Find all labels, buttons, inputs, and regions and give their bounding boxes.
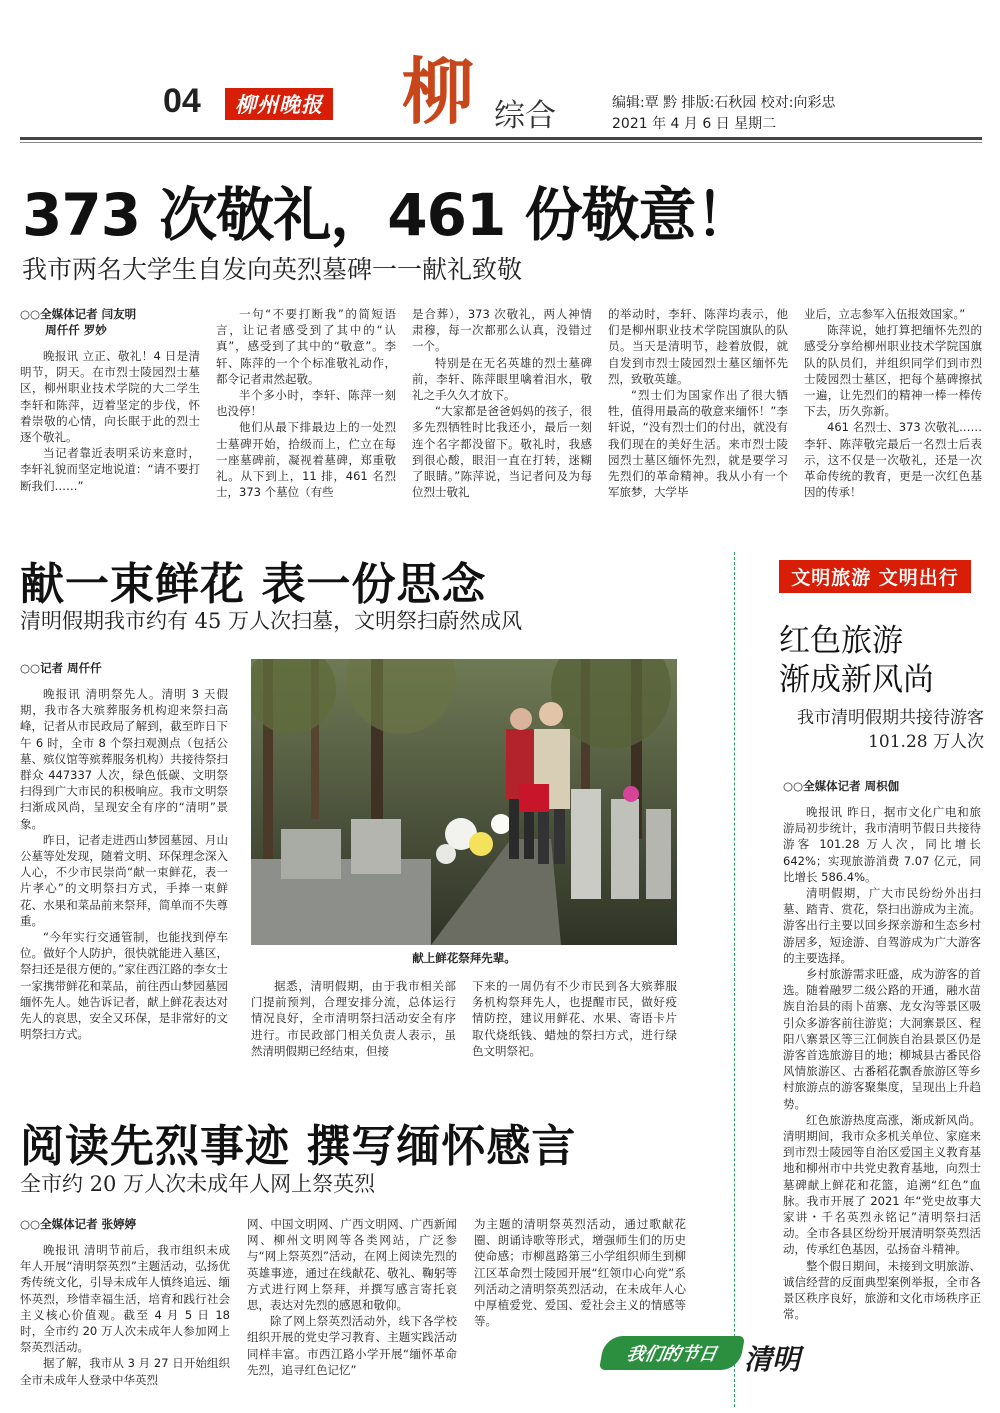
header-rule-thin bbox=[20, 142, 982, 143]
article3-column-2 bbox=[247, 1216, 457, 1378]
festival-logo bbox=[602, 1330, 812, 1380]
sidebar-body bbox=[783, 778, 981, 1323]
paragraph: 一句“不要打断我”的简短语言，让记者感受到了其中的“认真”，感受到了其中的“敬意”。李轩、陈萍的一个个标准敬礼动作，都令记者肃然起敬。 bbox=[216, 307, 396, 386]
paragraph: 昨日，记者走进西山梦园墓园、月山公墓等处发现，随着文明、环保理念深入人心，不少市民崇尚“献一束鲜花，表一片孝心”的文明祭扫方式，手捧一束鲜花、水果和菜品前来祭拜，简单而不失尊重。 bbox=[20, 832, 228, 928]
header-rule bbox=[20, 137, 982, 140]
photo-illustration bbox=[251, 659, 677, 945]
paragraph: 红色旅游热度高涨，渐成新风尚。清明期间，我市众多机关单位、家庭来到市烈士陵园等自治区爱国主义教育基地和柳州市中共党史教育基地，向烈士墓碑献上鲜花和花篮，追溯“红色”血脉。我市开展了 2021 年“党史故事大家讲・千名英烈永铭记”清明祭扫活动。全市各县区纷纷开展清明祭英烈活动，传承红色基因，弘扬奋斗精神。 bbox=[783, 1112, 981, 1257]
article3-column-3 bbox=[474, 1216, 686, 1329]
paragraph: 清明假期，广大市民纷纷外出扫墓、踏青、赏花，祭扫出游成为主流。游客出行主要以回乡探亲游和生态乡村游居多，短途游、自驾游成为广大游客的主要选择。 bbox=[783, 886, 981, 965]
paragraph: 他们从最下排最边上的一处烈士墓碑开始，拾级而上，伫立在每一座墓碑前，凝视着墓碑，郑重敬礼。从下到上，11 排，461 名烈士，373 个墓位（有些 bbox=[216, 420, 396, 500]
article1-column-3 bbox=[412, 306, 592, 500]
article3-column-1 bbox=[20, 1216, 230, 1388]
paragraph: 下来的一周仍有不少市民到各大殡葬服务机构祭拜先人，也提醒市民，做好疫情防控，建议用鲜花、水果、寄语卡片取代烧纸钱、蜡烛的祭扫方式，进行绿色文明祭祀。 bbox=[472, 979, 677, 1058]
paragraph: 特别是在无名英雄的烈士墓碑前，李轩、陈萍眼里噙着泪水，敬礼之手久久才放下。 bbox=[412, 355, 592, 403]
article2-headline: 献一束鲜花 表一份思念 bbox=[20, 559, 487, 610]
paragraph: 是合葬），373 次敬礼，两人神情肃穆，每一次都那么认真，没错过一个。 bbox=[412, 307, 592, 354]
article2-column-1 bbox=[20, 660, 228, 1042]
article2-column-3 bbox=[472, 978, 677, 1059]
article1-subheadline: 我市两名大学生自发向英烈墓碑一一献礼致敬 bbox=[22, 255, 523, 284]
article1-column-4 bbox=[608, 306, 788, 500]
article1-column-1 bbox=[20, 306, 200, 494]
paragraph: 晚报讯 清明祭先人。清明 3 天假期，我市各大殡葬服务机构迎来祭扫高峰，记者从市民政局了解到，截至昨日下午 6 时，全市 8 个祭扫观测点（包括公墓、殡仪馆等殡葬服务机构）共接待祭扫群众 447337 人次，绿色低碳、文明祭扫得到广大市民的积极响应。我市文明祭扫渐成风尚，呈现安全有序的“清明”景象。 bbox=[20, 687, 228, 831]
editor-credits: 编辑:覃 黔 排版:石秋园 校对:向彩忠 bbox=[612, 95, 836, 111]
sidebar-subheadline: 我市清明假期共接待游客 101.28 万人次 bbox=[797, 708, 984, 752]
paragraph: 晚报讯 清明节前后，我市组织未成年人开展“清明祭英烈”主题活动，弘扬优秀传统文化，引导未成年人慎终追远、缅怀英烈，珍惜幸福生活，培育和践行社会主义核心价值观。截至 4 月 5 日 18 时，全市约 20 万人次未成年人参加网上祭英烈活动。 bbox=[20, 1243, 230, 1355]
paper-logo: 柳州晚报 bbox=[225, 88, 333, 120]
article2-byline: ○○记者 周仟仟 bbox=[20, 661, 102, 675]
article1-byline: ○○全媒体记者 闫友明 周仟仟 罗妙 bbox=[20, 307, 137, 337]
article3-byline: ○○全媒体记者 张婷婷 bbox=[20, 1217, 137, 1231]
paragraph: 当记者靠近表明采访来意时，李轩礼貌而坚定地说道：“请不要打断我们……” bbox=[20, 446, 200, 493]
article3-subheadline: 全市约 20 万人次未成年人网上祭英烈 bbox=[20, 1172, 376, 1196]
article1-column-5 bbox=[804, 306, 982, 500]
paragraph: 整个假日期间，未接到文明旅游、诚信经营的反面典型案例举报，全市各景区秩序良好，旅游和文化市场秩序正常。 bbox=[783, 1258, 981, 1322]
article3-headline: 阅读先烈事迹 撰写缅怀感言 bbox=[20, 1121, 577, 1172]
sidebar-byline: ○○全媒体记者 周枳伽 bbox=[783, 779, 900, 793]
paragraph: 业后，立志参军入伍报效国家。” bbox=[804, 307, 966, 321]
paragraph: “今年实行交通管制，也能找到停车位。做好个人防护，很快就能进入墓区，祭扫还是很方便的。”家住西江路的李女士一家携带鲜花和菜品，前往西山梦园墓园缅怀先人。她告诉记者，献上鲜花表达对先人的哀思，安全又环保，是非常好的文明祭扫方式。 bbox=[20, 930, 228, 1042]
paragraph: 陈萍说，她打算把缅怀先烈的感受分享给柳州职业技术学院国旗队的队员们，并组织同学们到市烈士陵园烈士墓区，把每个墓碑擦拭一遍，让先烈们的精神一棒一棒传下去，历久弥新。 bbox=[804, 323, 982, 419]
article1-headline: 373 次敬礼，461 份敬意！ bbox=[22, 181, 753, 249]
issue-date: 2021 年 4 月 6 日 星期二 bbox=[612, 116, 777, 132]
paragraph: 据悉，清明假期，由于我市相关部门提前预判，合理安排分流，总体运行情况良好，全市清明祭扫活动安全有序进行。市民政部门相关负责人表示，虽然清明假期已经结束，但接 bbox=[251, 979, 456, 1058]
article1-column-2 bbox=[216, 306, 396, 500]
sidebar-headline: 红色旅游 渐成新风尚 bbox=[779, 623, 934, 698]
article2-subheadline: 清明假期我市约有 45 万人次扫墓，文明祭扫蔚然成风 bbox=[20, 609, 523, 633]
photo-flowers-tribute bbox=[251, 659, 677, 945]
paragraph: 据了解，我市从 3 月 27 日开始组织全市未成年人登录中华英烈 bbox=[20, 1356, 230, 1387]
article2-column-2 bbox=[251, 978, 456, 1059]
festival-word: 清明 bbox=[744, 1343, 801, 1376]
paragraph: “烈士们为国家作出了很大牺牲，值得用最高的敬意来缅怀！”李轩说，“没有烈士们的付出，就没有我们现在的美好生活。来市烈士陵园烈士墓区缅怀先烈，就是要学习先烈们的革命精神。我从小有一个军旅梦，大学毕 bbox=[608, 388, 788, 500]
festival-badge: 我们的节日 bbox=[599, 1336, 745, 1370]
sidebar-divider bbox=[734, 552, 735, 1407]
paragraph: 乡村旅游需求旺盛，成为游客的首选。随着融罗二级公路的开通，融水苗族自治县的雨卜苗寨、龙女沟等景区吸引众多游客前往游览；大洞寨景区、程阳八寨景区等三江侗族自治县景区仍是游客首选旅游目的地；柳城县古番民俗风情旅游区、古番稻花飘香旅游区等乡村旅游点的游客聚集度，呈现出上升趋势。 bbox=[783, 967, 981, 1111]
paragraph: 除了网上祭英烈活动外，线下各学校组织开展的党史学习教育、主题实践活动同样丰富。市西江路小学开展“缅怀革命先烈，追寻红色记忆” bbox=[247, 1314, 457, 1377]
paragraph: 为主题的清明祭英烈活动，通过歌献花圈、朗诵诗歌等形式，增强师生们的历史使命感；市柳邕路第三小学组织师生到柳江区革命烈士陵园开展“红领巾心向党”系列活动之清明祭英烈活动，在未成年人心中厚植爱党、爱国、爱社会主义的情感等等。 bbox=[474, 1217, 686, 1329]
page-number: 04 bbox=[163, 82, 201, 120]
sidebar-tag: 文明旅游 文明出行 bbox=[779, 560, 971, 593]
paragraph: 网、中国文明网、广西文明网、广西新闻网、柳州文明网等各类网站，广泛参与“网上祭英烈”活动，在网上阅读先烈的英雄事迹，通过在线献花、敬礼、鞠躬等方式进行网上祭拜，并撰写感言寄托哀思，表达对先烈的感恩和敬仰。 bbox=[247, 1217, 457, 1313]
paragraph: 半个多小时，李轩、陈萍一刻也没停！ bbox=[216, 388, 396, 419]
paragraph: 晚报讯 昨日，据市文化广电和旅游局初步统计，我市清明节假日共接待游客 101.28 万人次，同比增长 642%；实现旅游消费 7.07 亿元，同比增长 586.4%。 bbox=[783, 805, 981, 884]
brand-character: 柳 bbox=[402, 49, 475, 134]
section-name: 综合 bbox=[494, 98, 556, 134]
paragraph: 461 名烈士、373 次敬礼……李轩、陈萍敬完最后一名烈士后表示，这不仅是一次敬礼，还是一次革命传统的教育，更是一次红色基因的传承！ bbox=[804, 420, 982, 500]
photo-caption: 献上鲜花祭拜先辈。 bbox=[412, 951, 516, 965]
paragraph: 晚报讯 立正、敬礼！4 日是清明节，阴天。在市烈士陵园烈士墓区，柳州职业技术学院的大二学生李轩和陈萍，迈着坚定的步伐，怀着崇敬的心情，向长眠于此的烈士逐个敬礼。 bbox=[20, 349, 200, 445]
paragraph: 的举动时，李轩、陈萍均表示，他们是柳州职业技术学院国旗队的队员。当天是清明节，趁着放假，就自发到市烈士陵园烈士墓区缅怀先烈，致敬英雄。 bbox=[608, 307, 788, 386]
paragraph: “大家都是爸爸妈妈的孩子，很多先烈牺牲时比我还小，最后一刻连个名字都没留下。敬礼时，我感到很心酸，眼泪一直在打转，迷糊了眼睛。”陈萍说，当记者问及为每位烈士敬礼 bbox=[412, 404, 592, 500]
